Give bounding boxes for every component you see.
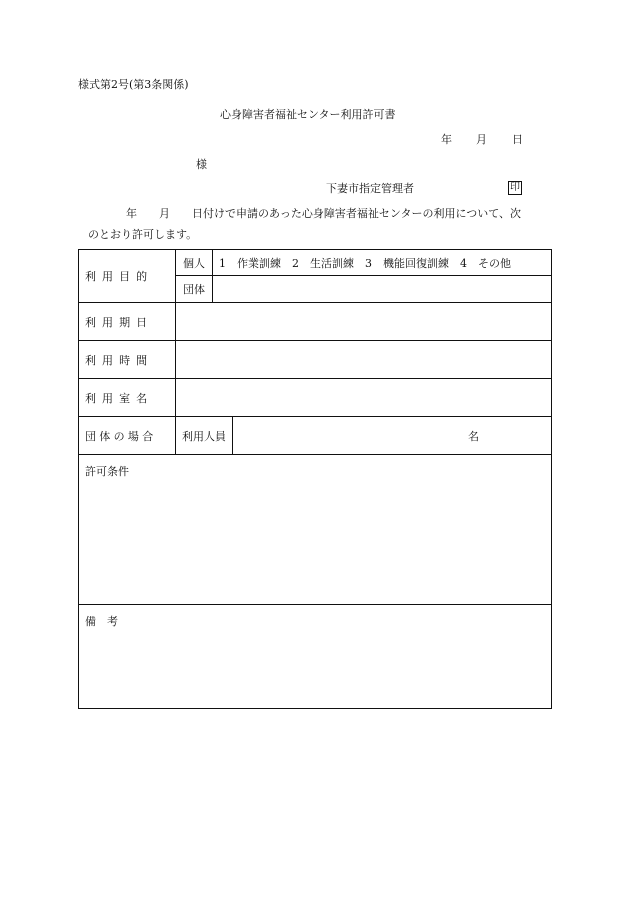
table-row	[79, 605, 552, 709]
seal-mark: 印	[510, 182, 520, 193]
permit-table	[78, 249, 552, 709]
date-day: 日	[512, 133, 523, 146]
group-case-label: 団体の場合	[79, 417, 176, 455]
persons-unit: 名	[233, 417, 552, 455]
period-value-cell	[176, 303, 552, 341]
group-label: 団体	[176, 276, 213, 303]
time-label: 利用時間	[79, 341, 176, 379]
addressee-suffix: 様	[196, 158, 207, 171]
table-row	[79, 250, 552, 276]
body-text-line-1: 年 月 日付けで申請のあった心身障害者福祉センターの利用について、次	[126, 207, 522, 220]
document-title: 心身障害者福祉センター利用許可書	[220, 108, 396, 121]
date-month: 月	[476, 133, 487, 146]
room-value-cell	[176, 379, 552, 417]
individual-options: 1 作業訓練 2 生活訓練 3 機能回復訓練 4 その他	[213, 250, 552, 276]
time-value-cell	[176, 341, 552, 379]
form-reference: 様式第2号(第3条関係)	[78, 78, 189, 91]
table-row	[79, 303, 552, 341]
table-row	[79, 341, 552, 379]
conditions-label: 許可条件	[79, 455, 552, 605]
table-row	[79, 417, 552, 455]
body-text-line-2: のとおり許可します。	[88, 228, 198, 241]
purpose-label: 利用目的	[79, 250, 176, 303]
individual-label: 個人	[176, 250, 213, 276]
table-row	[79, 455, 552, 605]
period-label: 利用期日	[79, 303, 176, 341]
issuer: 下妻市指定管理者	[326, 182, 414, 195]
date-year: 年	[441, 133, 452, 146]
room-label: 利用室名	[79, 379, 176, 417]
table-row	[79, 379, 552, 417]
remarks-label: 備 考	[79, 605, 552, 709]
users-label: 利用人員	[176, 417, 233, 455]
group-value-cell	[213, 276, 552, 303]
